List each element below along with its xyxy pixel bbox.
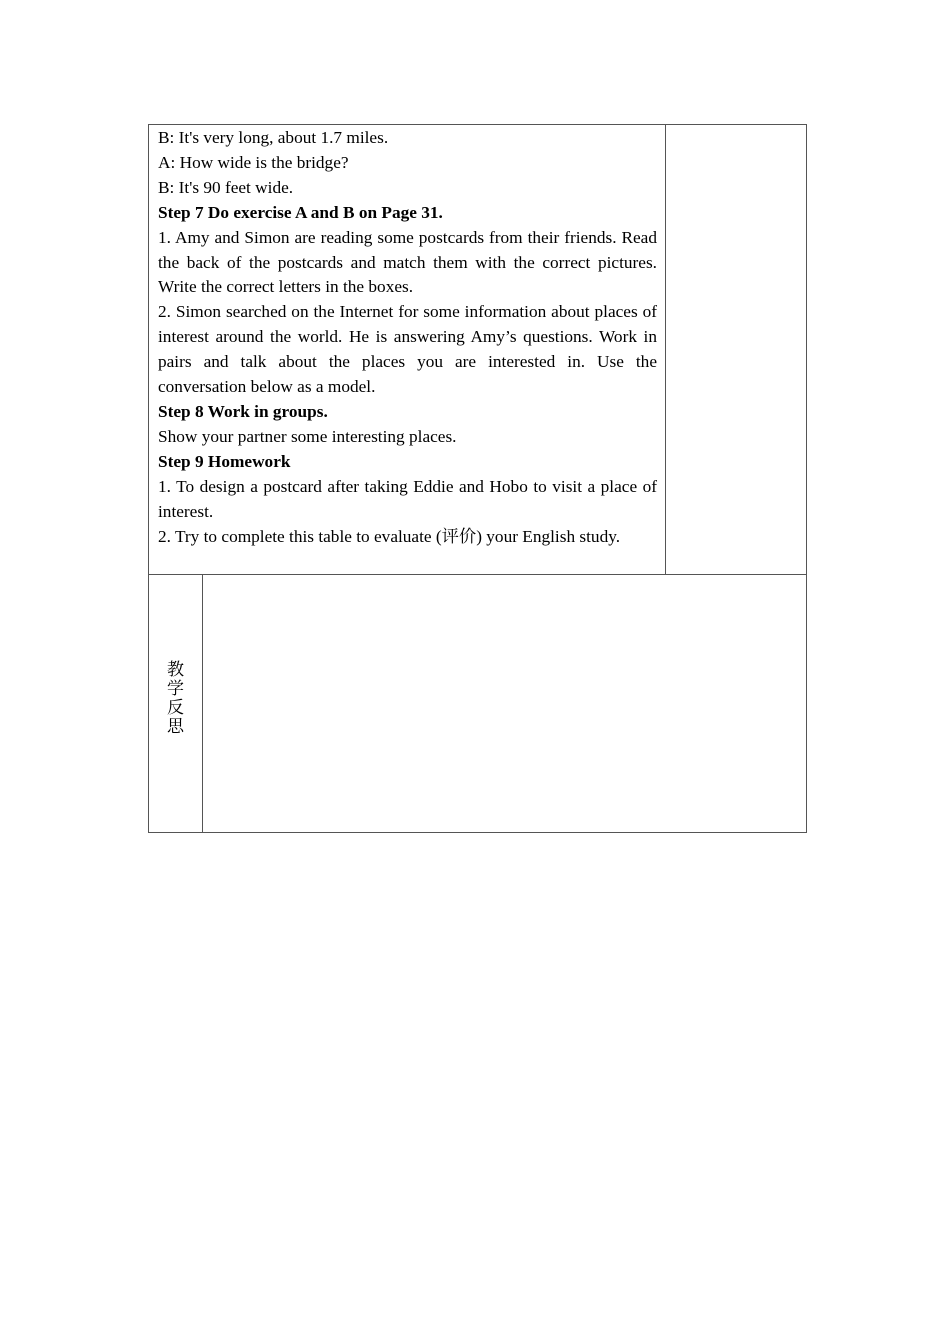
procedure-row [149, 125, 806, 575]
step7-item-1: 1. Amy and Simon are reading some postcards from their friends. Read the back of the postcards and match them with the correct pictures. Write the correct letters in the boxes. [158, 227, 657, 297]
step9-item-1: 1. To design a postcard after taking Eddie and Hobo to visit a place of interest. [158, 476, 657, 521]
reflection-label-cell [149, 575, 203, 832]
reflection-row [149, 575, 806, 832]
lesson-plan-table [148, 124, 807, 833]
dialogue-line-2: A: How wide is the bridge? [158, 152, 349, 172]
step8-text: Show your partner some interesting places. [158, 426, 457, 446]
reflection-content-cell [203, 575, 806, 832]
step8-heading: Step 8 Work in groups. [158, 401, 328, 421]
dialogue-line-3: B: It's 90 feet wide. [158, 177, 294, 197]
procedure-cell [149, 125, 666, 574]
step7-heading: Step 7 Do exercise A and B on Page 31. [158, 202, 443, 222]
reflection-label: 教学反思 [167, 659, 184, 737]
step7-item-2: 2. Simon searched on the Internet for some information about places of interest around the world. He is answering Amy’s questions. Work in pairs and talk about the places you are interested in. Use the conversation below as a model. [158, 302, 657, 397]
step9-heading: Step 9 Homework [158, 451, 291, 471]
step9-item-2: 2. Try to complete this table to evaluate (评价) your English study. [158, 526, 621, 546]
dialogue-line-1: B: It's very long, about 1.7 miles. [158, 128, 389, 147]
notes-cell [666, 125, 806, 574]
